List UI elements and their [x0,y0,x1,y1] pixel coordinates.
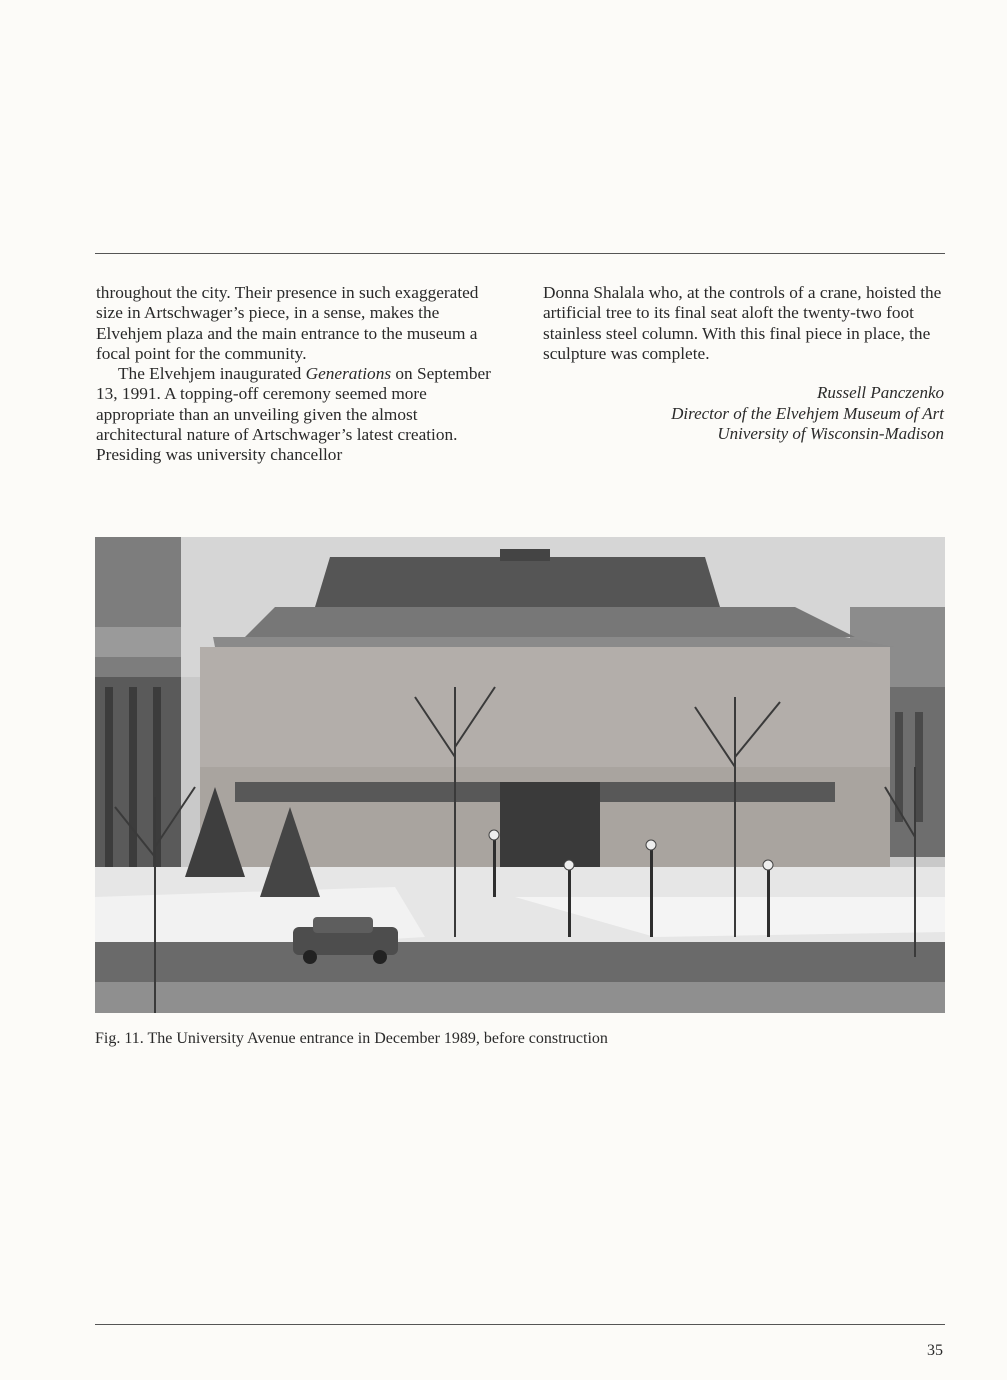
paragraph-2-end: on September 13, 1991. A topping-off ceremony seemed more appropriate than an unveiling given the almost architectural nature of Artschwager’s latest creation. Presiding was university chancellor [96,364,491,465]
right-column [543,283,953,445]
paragraph-1: throughout the city. Their presence in such exaggerated size in Artschwager’s piece, in a sense, makes the Elvehjem plaza and the main entrance to the museum a focal point for the community. [96,283,479,363]
paragraph-2 [96,364,506,465]
signature-block [543,383,944,445]
signature-title: Director of the Elvehjem Museum of Art [671,403,944,423]
bottom-rule [95,1324,945,1325]
artwork-title: Generations [305,364,392,384]
top-rule [95,253,945,254]
signature-affiliation: University of Wisconsin-Madison [717,424,944,444]
left-column [96,283,506,466]
paragraph-3: Donna Shalala who, at the controls of a crane, hoisted the artificial tree to its final seat aloft the twenty-two foot stainless steel column. With this final piece in place, the sculpture was complete. [543,283,942,363]
signature-name: Russell Panczenko [817,383,944,403]
page-number: 35 [927,1342,943,1359]
paragraph-2-start: The Elvehjem inaugurated [118,364,306,384]
figure-caption: Fig. 11. The University Avenue entrance in December 1989, before construction [95,1030,608,1047]
museum-photo [95,537,945,1013]
